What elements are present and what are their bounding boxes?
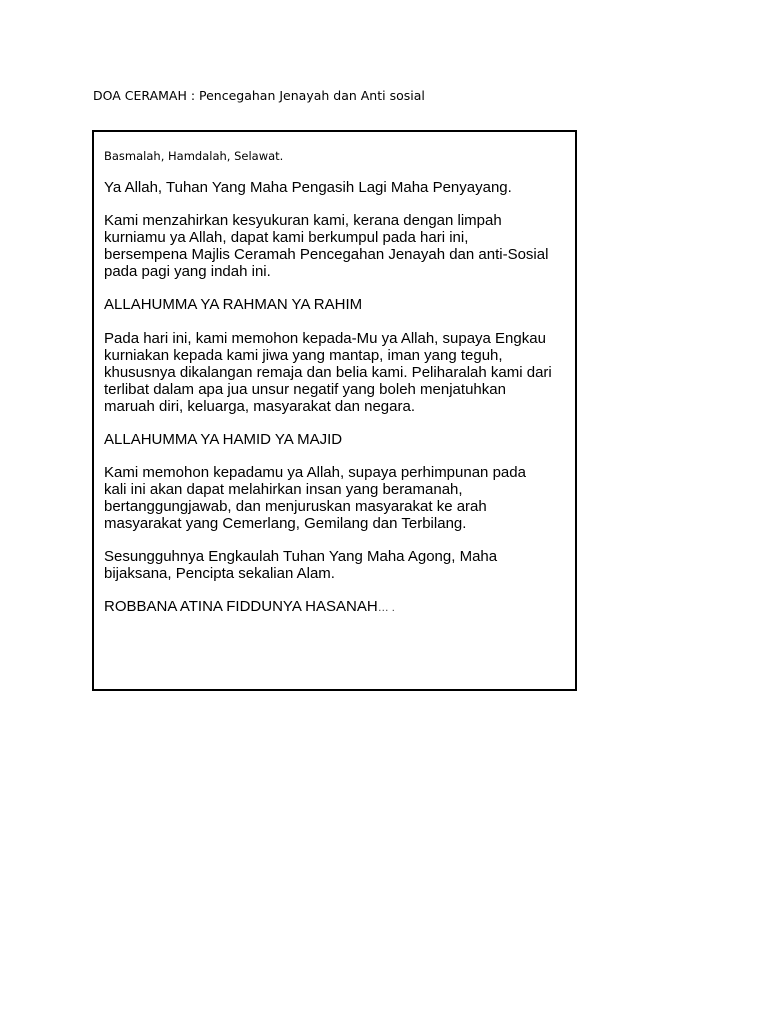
- closing-text: ROBBANA ATINA FIDDUNYA HASANAH: [104, 598, 378, 615]
- paragraph-invocation: [104, 179, 572, 196]
- text-line: kurniakan kepada kami jiwa yang mantap, iman yang teguh,: [104, 347, 503, 364]
- paragraph-closing: [104, 598, 572, 617]
- paragraph-gratitude: [104, 212, 572, 280]
- text-line: Sesungguhnya Engkaulah Tuhan Yang Maha Agong, Maha: [104, 548, 498, 565]
- text-line: maruah diri, keluarga, masyarakat dan negara.: [104, 398, 416, 415]
- text-line: bijaksana, Pencipta sekalian Alam.: [104, 565, 335, 582]
- text-line: ALLAHUMMA YA HAMID YA MAJID: [104, 431, 343, 448]
- closing-line: [104, 598, 572, 617]
- text-line: kurniamu ya Allah, dapat kami berkumpul pada hari ini,: [104, 229, 469, 246]
- closing-ellipsis: … .: [377, 602, 395, 614]
- text-line: ALLAHUMMA YA RAHMAN YA RAHIM: [104, 296, 363, 313]
- text-line: Pada hari ini, kami memohon kepada-Mu ya Allah, supaya Engkau: [104, 330, 546, 347]
- text-line: kali ini akan dapat melahirkan insan yang beramanah,: [104, 481, 463, 498]
- text-line: masyarakat yang Cemerlang, Gemilang dan Terbilang.: [104, 515, 467, 532]
- text-line: Kami menzahirkan kesyukuran kami, kerana dengan limpah: [104, 212, 502, 229]
- paragraph-plea: [104, 330, 572, 415]
- opening-note: Basmalah, Hamdalah, Selawat.: [104, 149, 284, 163]
- text-line: khususnya dikalangan remaja dan belia kami. Peliharalah kami dari: [104, 364, 552, 381]
- text-line: terlibat dalam apa jua unsur negatif yang boleh menjatuhkan: [104, 381, 506, 398]
- text-line: pada pagi yang indah ini.: [104, 263, 271, 280]
- document-title: DOA CERAMAH : Pencegahan Jenayah dan Anti sosial: [93, 88, 425, 103]
- text-line: Ya Allah, Tuhan Yang Maha Pengasih Lagi Maha Penyayang.: [104, 179, 512, 196]
- text-line: bersempena Majlis Ceramah Pencegahan Jenayah dan anti-Sosial: [104, 246, 549, 263]
- paragraph-assembly: [104, 464, 572, 532]
- paragraph-hamid-majid: [104, 431, 572, 448]
- text-line: bertanggungjawab, dan menjuruskan masyarakat ke arah: [104, 498, 487, 515]
- paragraph-praise: [104, 548, 572, 582]
- doa-text-box: [92, 130, 577, 691]
- text-line: Kami memohon kepadamu ya Allah, supaya perhimpunan pada: [104, 464, 526, 481]
- paragraph-rahman-rahim: [104, 296, 572, 313]
